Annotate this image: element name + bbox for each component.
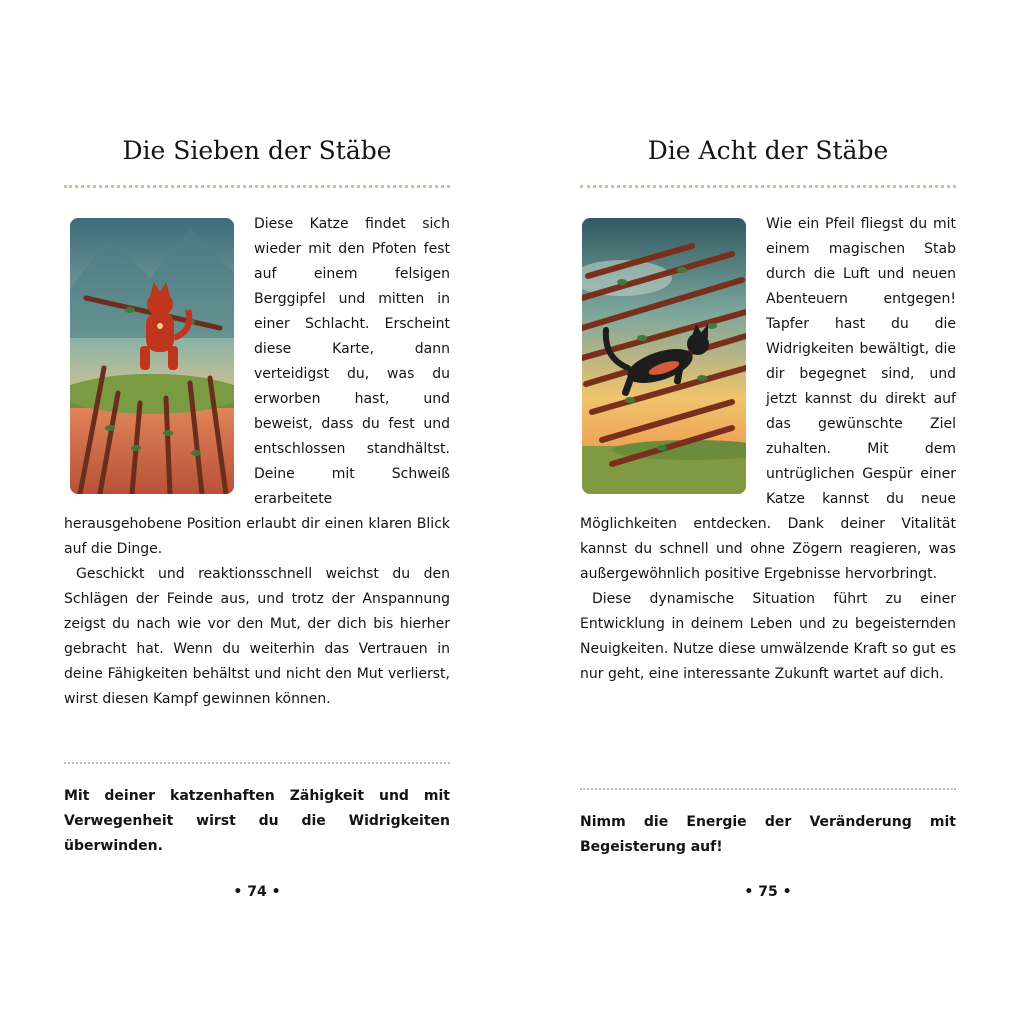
page-title: Die Sieben der Stäbe [122, 136, 392, 165]
page-number: • 75 • [744, 884, 792, 900]
description-paragraph-1: Diese Katze findet sich wieder mit den Pfoten fest auf einem felsigen Berggipfel und mitten in einer Schlacht. Erscheint diese Karte, dann verteidigst du, was du erworben hast, und beweist, dass du fest und entschlossen standhältst. Deine mit Schweiß erarbeitete herausgehobene Position erlaubt dir einen klaren Blick auf die Dinge. [64, 216, 450, 557]
description-paragraph-2: Geschickt und reaktionsschnell weichst du den Schlägen der Feinde aus, und trotz der Anspannung zeigst du nach wie vor den Mut, der dich bis hierher gebracht hat. Wenn du weiterhin das Vertrauen in deine Fähigkeiten behältst und nicht den Mut verlierst, wirst diesen Kampf gewinnen können. [64, 566, 450, 707]
page-title: Die Acht der Stäbe [647, 136, 889, 165]
title-divider [64, 185, 450, 188]
title-divider [580, 185, 956, 188]
affirmation-text: Mit deiner katzenhaften Zähigkeit und mit Verwegenheit wirst du die Widrigkeiten überwinden. [64, 788, 450, 854]
description-paragraph-1: Wie ein Pfeil fliegst du mit einem magischen Stab durch die Luft und neuen Abenteuern entgegen! Tapfer hast du die Widrigkeiten bewältigt, die dir begegnet sind, und jetzt kannst du direkt auf das gewünschte Ziel zuhalten. Mit dem untrüglichen Gespür einer Katze kannst du neue Möglichkeiten entdecken. Dank deiner Vitalität kannst du schnell und ohne Zögern reagieren, was außergewöhnlich positive Ergebnisse hervorbringt. [580, 216, 956, 582]
affirmation-text: Nimm die Energie der Veränderung mit Begeisterung auf! [580, 814, 956, 855]
page-number: • 74 • [233, 884, 281, 900]
description-paragraph-2: Diese dynamische Situation führt zu einer Entwicklung in deinem Leben und zu begeisternden Neuigkeiten. Nutze diese umwälzende Kraft so gut es nur geht, eine interessante Zukunft wartet auf dich. [580, 591, 956, 682]
card-description [64, 212, 450, 712]
card-description [580, 212, 956, 687]
section-divider [580, 788, 956, 790]
section-divider [64, 762, 450, 764]
